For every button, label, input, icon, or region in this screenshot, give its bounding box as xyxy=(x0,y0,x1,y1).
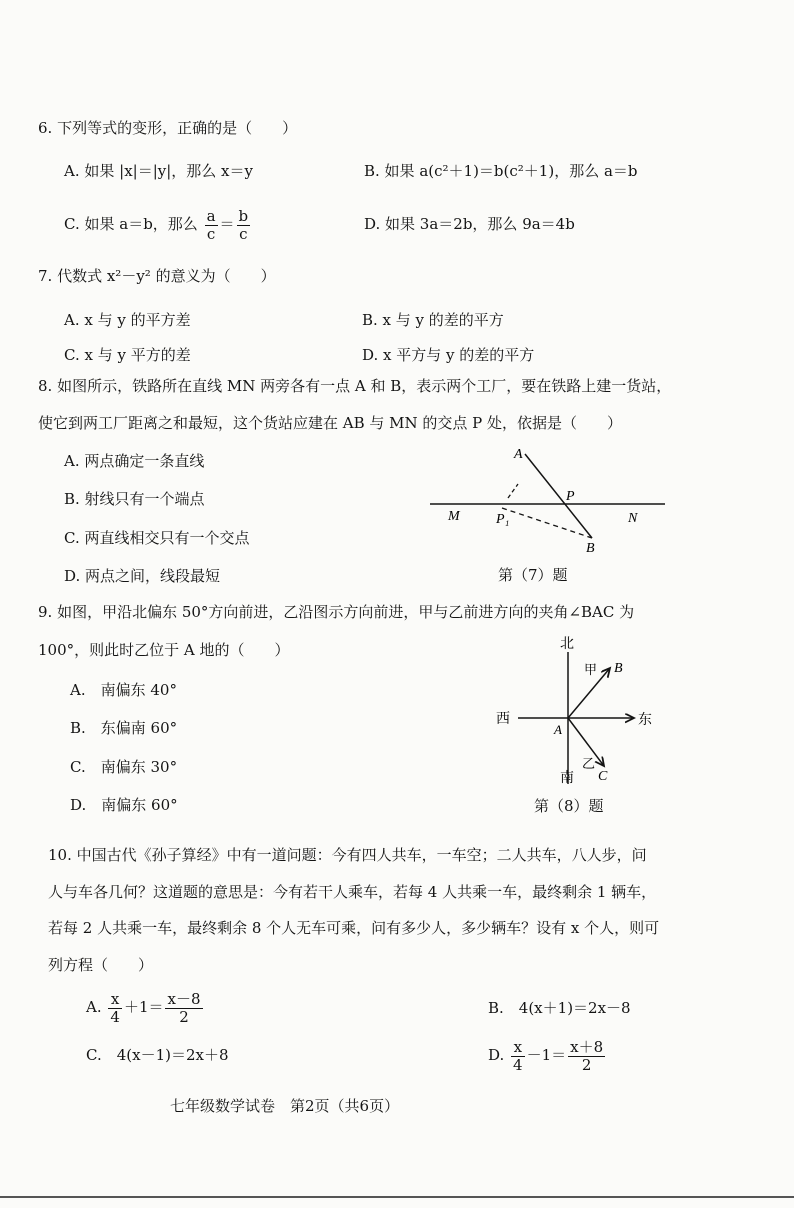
fraction-denominator: c xyxy=(206,224,216,243)
fraction xyxy=(108,991,122,1026)
equation-middle: －1＝ xyxy=(526,1046,567,1064)
equals-sign: ＝ xyxy=(219,215,235,233)
q6-option-a: A. 如果 |x|＝|y|，那么 x＝y xyxy=(64,162,253,180)
q7-option-a: A. x 与 y 的平方差 xyxy=(64,311,191,329)
q8-option-d: D. 两点之间，线段最短 xyxy=(64,567,221,585)
label-north: 北 xyxy=(560,637,574,652)
q8-figure-caption: 第（7）题 xyxy=(498,566,568,584)
q7-option-d: D. x 平方与 y 的差的平方 xyxy=(362,346,535,364)
label-south: 南 xyxy=(560,771,574,786)
q9-option-b: B. 东偏南 60° xyxy=(70,719,178,737)
q10-option-c: C. 4(x－1)＝2x＋8 xyxy=(86,1046,229,1064)
q10-stem-line2: 人与车各几何？这道题的意思是：今有若干人乘车，若每 4 人共乘一车，最终剩余 1 辆车， xyxy=(48,883,657,901)
fraction-denominator: 4 xyxy=(110,1007,120,1026)
fraction-numerator: b xyxy=(238,206,249,225)
option-label: A. xyxy=(86,998,102,1016)
point-a-label: A xyxy=(554,722,562,737)
fraction xyxy=(568,1039,605,1074)
q9-option-a: A. 南偏东 40° xyxy=(70,681,177,699)
q10-option-b: B. 4(x＋1)＝2x－8 xyxy=(488,999,631,1017)
q8-stem-line1: 8. 如图所示，铁路所在直线 MN 两旁各有一点 A 和 B，表示两个工厂，要在铁路上建一货站， xyxy=(38,377,672,395)
q6-option-c-text: C. 如果 a＝b，那么 xyxy=(64,215,198,233)
q7-option-c: C. x 与 y 平方的差 xyxy=(64,346,191,364)
q10-option-a xyxy=(86,988,205,1026)
q9-figure-caption: 第（8）题 xyxy=(534,797,604,815)
fraction-numerator: x－8 xyxy=(167,989,201,1008)
point-p1-label: P₁ xyxy=(496,512,510,527)
q8-option-b: B. 射线只有一个端点 xyxy=(64,490,205,508)
q8-option-a: A. 两点确定一条直线 xyxy=(64,452,205,470)
q7-stem: 7. 代数式 x²－y² 的意义为（ ） xyxy=(38,267,276,285)
q6-stem: 6. 下列等式的变形，正确的是（ ） xyxy=(38,119,298,137)
fraction-numerator: x xyxy=(511,1039,525,1057)
q10-stem-line1: 10. 中国古代《孙子算经》中有一道问题：今有四人共车，一车空；二人共车，八人步，问 xyxy=(48,846,647,864)
fraction-denominator: c xyxy=(239,224,248,243)
label-east: 东 xyxy=(638,713,652,728)
q7-option-b: B. x 与 y 的差的平方 xyxy=(362,311,504,329)
fraction-numerator: a xyxy=(206,206,216,225)
point-b-label: B xyxy=(586,541,595,556)
dashed-segment-p1b xyxy=(502,508,592,538)
point-a-label: A xyxy=(514,447,523,462)
point-c-label: C xyxy=(598,769,608,784)
page-footer: 七年级数学试卷 第2页（共6页） xyxy=(170,1097,400,1115)
dashed-segment-ap1 xyxy=(508,484,518,498)
bottom-edge-rule xyxy=(0,1196,794,1198)
point-n-label: N xyxy=(628,511,638,526)
fraction-denominator: 2 xyxy=(179,1007,189,1026)
q10-stem-line3: 若每 2 人共乘一车，最终剩余 8 个人无车可乘，问有多少人，多少辆车？设有 x 个人，则可 xyxy=(48,919,660,937)
fraction xyxy=(511,1039,525,1074)
q10-option-d xyxy=(488,1036,607,1074)
point-b-label: B xyxy=(614,661,623,676)
q10-stem-line4: 列方程（ ） xyxy=(48,956,154,974)
fraction-numerator: x xyxy=(108,991,122,1009)
q8-figure xyxy=(420,440,680,560)
q9-option-c: C. 南偏东 30° xyxy=(70,758,178,776)
q8-stem-line2: 使它到两工厂距离之和最短，这个货站应建在 AB 与 MN 的交点 P 处，依据是（ ） xyxy=(38,414,623,432)
point-p-label: P xyxy=(566,489,575,504)
equation-middle: ＋1＝ xyxy=(123,998,164,1016)
fraction-denominator: 4 xyxy=(513,1055,523,1074)
fraction-denominator: 2 xyxy=(581,1055,592,1074)
q6-option-c xyxy=(64,205,252,243)
q6-c-fraction-right xyxy=(237,208,251,243)
fraction-numerator: x＋8 xyxy=(570,1037,604,1056)
label-yi: 乙 xyxy=(582,756,596,771)
label-jia: 甲 xyxy=(584,662,598,677)
q6-option-d: D. 如果 3a＝2b，那么 9a＝4b xyxy=(364,215,575,233)
q6-option-b: B. 如果 a(c²＋1)＝b(c²＋1)，那么 a＝b xyxy=(364,162,638,180)
fraction xyxy=(165,991,202,1026)
point-m-label: M xyxy=(448,509,460,524)
q6-c-fraction-left xyxy=(205,208,218,243)
q8-option-c: C. 两直线相交只有一个交点 xyxy=(64,529,250,547)
option-label: D. xyxy=(488,1046,505,1064)
q9-stem-line1: 9. 如图，甲沿北偏东 50°方向前进，乙沿图示方向前进，甲与乙前进方向的夹角∠BAC 为 xyxy=(38,603,635,621)
label-west: 西 xyxy=(496,712,510,727)
segment-ab xyxy=(525,454,592,538)
q9-stem-line2: 100°，则此时乙位于 A 地的（ ） xyxy=(38,641,290,659)
q9-figure xyxy=(490,632,670,792)
q9-option-d: D. 南偏东 60° xyxy=(70,796,178,814)
